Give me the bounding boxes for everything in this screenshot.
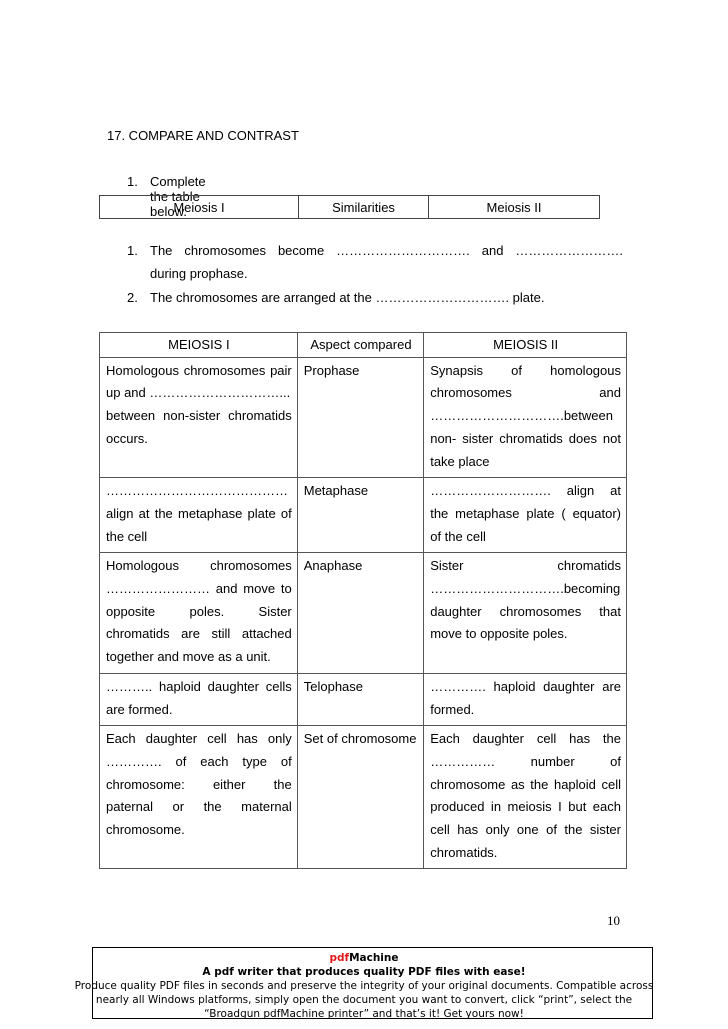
meiosis-comparison-table	[99, 332, 627, 869]
cell-line: ……………………………………	[106, 483, 288, 499]
cell-line: chromosomes and	[430, 385, 621, 401]
cell-line: up and …………………………...	[106, 385, 291, 401]
cell-line: produced in meiosis I but each	[430, 799, 621, 815]
cell-line: …………. of each type of	[106, 753, 292, 769]
cell-line: daughter chromosomes that	[430, 603, 621, 619]
cell-line: ………………………….becoming	[430, 581, 621, 597]
cell-line: non- sister chromatids does not	[430, 430, 621, 446]
aspect-cell: Telophase	[297, 673, 423, 725]
footer-text	[0, 951, 728, 1021]
footer-tagline: A pdf writer that produces quality PDF files with ease!	[202, 966, 526, 978]
section-title: 17. COMPARE AND CONTRAST	[107, 128, 299, 143]
header-meiosis-1: MEIOSIS I	[100, 333, 298, 358]
footer-line: Produce quality PDF files in seconds and preserve the integrity of your original documents. Compatible across	[74, 980, 654, 992]
question-text: The chromosomes become …………………………. and …………………….	[150, 243, 623, 258]
table-header-row	[100, 333, 627, 358]
footer-line: nearly all Windows platforms, simply open the document you want to convert, click “print”, select the	[95, 994, 633, 1006]
cell-line: Homologous chromosomes	[106, 558, 292, 574]
meiosis-2-cell	[424, 553, 627, 674]
cell-line: of the cell	[430, 528, 486, 544]
cell-line: occurs.	[106, 430, 148, 446]
cell-line: move to opposite poles.	[430, 626, 568, 642]
cell-line: Homologous chromosomes pair	[106, 362, 292, 378]
meiosis-1-cell	[100, 726, 298, 869]
cell-line: paternal or the maternal	[106, 799, 292, 815]
cell-line: take place	[430, 453, 490, 469]
cell-line: ……….. haploid daughter cells	[106, 678, 292, 694]
table-row-metaphase	[100, 478, 627, 553]
page-number: 10	[607, 913, 620, 928]
cell-line: the cell	[106, 528, 148, 544]
cell-line: formed.	[430, 701, 475, 717]
table1-header-meiosis-1: Meiosis I	[100, 196, 299, 219]
cell-line: chromosome as the haploid cell	[430, 776, 621, 792]
blank-comparison-table	[99, 195, 600, 219]
aspect-cell: Anaphase	[297, 553, 423, 674]
meiosis-2-cell	[424, 726, 627, 869]
cell-line: opposite poles. Sister	[106, 603, 292, 619]
meiosis-2-cell	[424, 478, 627, 553]
cell-line: Each daughter cell has the	[430, 731, 621, 747]
cell-line: chromosome.	[106, 822, 185, 838]
cell-line: Each daughter cell has only	[106, 731, 292, 747]
aspect-cell: Metaphase	[297, 478, 423, 553]
cell-line: are formed.	[106, 701, 173, 717]
question-2	[127, 290, 623, 308]
meiosis-2-cell	[424, 673, 627, 725]
meiosis-1-cell	[100, 357, 298, 478]
brand-machine: Machine	[349, 952, 399, 964]
table-row-prophase	[100, 357, 627, 478]
cell-line: between non-sister chromatids	[106, 408, 292, 424]
question-number: 1.	[127, 243, 138, 258]
meiosis-1-cell	[100, 553, 298, 674]
header-aspect-compared: Aspect compared	[297, 333, 423, 358]
cell-line: …………. haploid daughter are	[430, 678, 621, 694]
cell-line: ………………………….between	[430, 408, 613, 424]
cell-line: the metaphase plate ( equator)	[430, 505, 621, 521]
instruction-number: 1.	[127, 174, 138, 189]
cell-line: chromosome: either the	[106, 776, 292, 792]
meiosis-1-cell	[100, 673, 298, 725]
cell-line: ………………………. align at	[430, 483, 621, 499]
cell-line: chromatids.	[430, 844, 498, 860]
cell-line: Synapsis of homologous	[430, 362, 621, 378]
question-text: The chromosomes are arranged at the …………………………. plate.	[150, 290, 545, 305]
cell-line: Sister chromatids	[430, 558, 621, 574]
footer-line: “Broadgun pdfMachine printer” and that’s it! Get yours now!	[204, 1008, 524, 1020]
cell-line: cell has only one of the sister	[430, 822, 621, 838]
meiosis-1-cell	[100, 478, 298, 553]
table1-header-similarities: Similarities	[299, 196, 429, 219]
footer-brand	[0, 951, 728, 965]
table-row-telophase	[100, 673, 627, 725]
cell-line: together and move as a unit.	[106, 649, 271, 665]
cell-line: chromatids are still attached	[106, 626, 292, 642]
header-meiosis-2: MEIOSIS II	[424, 333, 627, 358]
meiosis-2-cell	[424, 357, 627, 478]
instruction-text: Complete the table below.	[150, 174, 206, 219]
table1-header-meiosis-2: Meiosis II	[429, 196, 600, 219]
cell-line: …………………… and move to	[106, 581, 292, 597]
table-row-anaphase	[100, 553, 627, 674]
aspect-cell: Prophase	[297, 357, 423, 478]
question-1-continuation: during prophase.	[150, 266, 248, 281]
aspect-cell: Set of chromosome	[297, 726, 423, 869]
brand-pdf: pdf	[329, 952, 350, 964]
cell-line: align at the metaphase plate of	[106, 505, 292, 521]
cell-line: …………… number of	[430, 753, 621, 769]
question-number: 2.	[127, 290, 138, 305]
question-1	[127, 243, 623, 261]
table-row-set-of-chromosome	[100, 726, 627, 869]
